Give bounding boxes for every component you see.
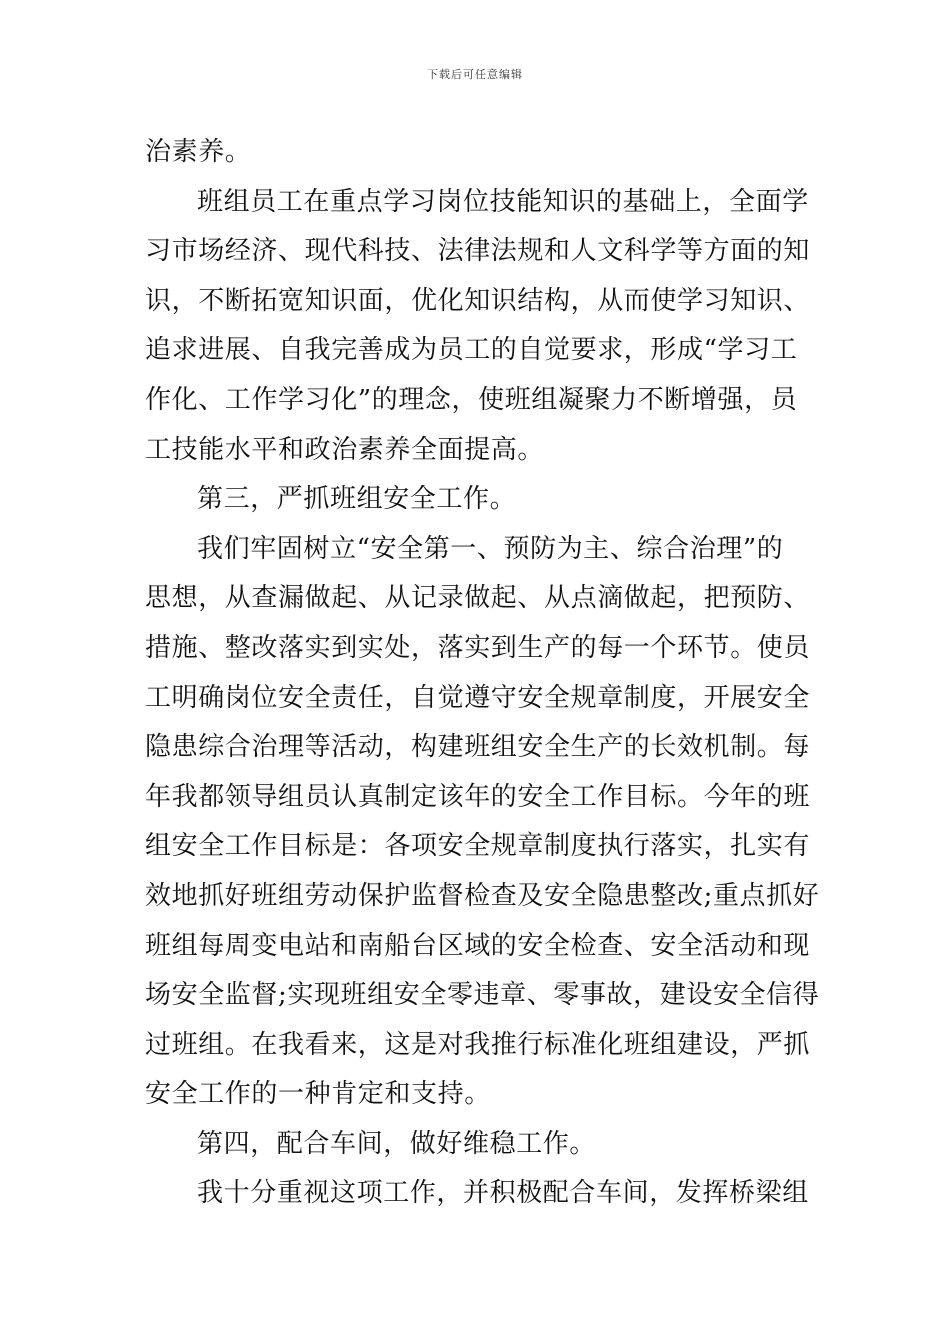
text-line: 安全工作的一种肯定和支持。: [145, 1079, 491, 1110]
text-line: 效地抓好班组劳动保护监督检查及安全隐患整改;重点抓好: [145, 880, 820, 911]
paragraph-start-line: 班组员工在重点学习岗位技能知识的基础上，全面学: [197, 186, 809, 217]
text-line: 年我都领导组员认真制定该年的安全工作目标。今年的班: [145, 781, 811, 812]
document-body: [145, 128, 820, 1219]
text-line: 习市场经济、现代科技、法律法规和人文科学等方面的知: [145, 236, 811, 267]
paragraph-start-line: 我们牢固树立“安全第一、预防为主、综合治理”的: [197, 533, 784, 564]
text-line: 措施、整改落实到实处，落实到生产的每一个环节。使员: [145, 632, 811, 663]
section-heading-line: 第三，严抓班组安全工作。: [197, 484, 517, 515]
text-line: 识，不断拓宽知识面，优化知识结构，从而使学习知识、: [145, 285, 811, 316]
text-line: 思想，从查漏做起、从记录做起、从点滴做起，把预防、: [145, 583, 811, 614]
text-line: 组安全工作目标是：各项安全规章制度执行落实，扎实有: [145, 831, 811, 862]
text-line: 作化、工作学习化”的理念，使班组凝聚力不断增强，员: [145, 384, 798, 415]
paragraph-start-line: 我十分重视这项工作，并积极配合车间，发挥桥梁组: [197, 1178, 809, 1209]
text-line: 工明确岗位安全责任，自觉遵守安全规章制度，开展安全: [145, 682, 811, 713]
text-line: 追求进展、自我完善成为员工的自觉要求，形成“学习工: [145, 335, 798, 366]
page-header: 下载后可任意编辑: [427, 68, 523, 81]
text-line: 班组每周变电站和南船台区域的安全检查、安全活动和现: [145, 930, 811, 961]
text-line: 过班组。在我看来，这是对我推行标准化班组建设，严抓: [145, 1029, 811, 1060]
section-heading-line: 第四，配合车间，做好维稳工作。: [197, 1128, 597, 1159]
text-line: 场安全监督;实现班组安全零违章、零事故，建设安全信得: [145, 980, 820, 1011]
text-line: 治素养。: [145, 137, 252, 167]
text-line: 工技能水平和政治素养全面提高。: [145, 434, 545, 465]
text-line: 隐患综合治理等活动，构建班组安全生产的长效机制。每: [145, 732, 811, 763]
